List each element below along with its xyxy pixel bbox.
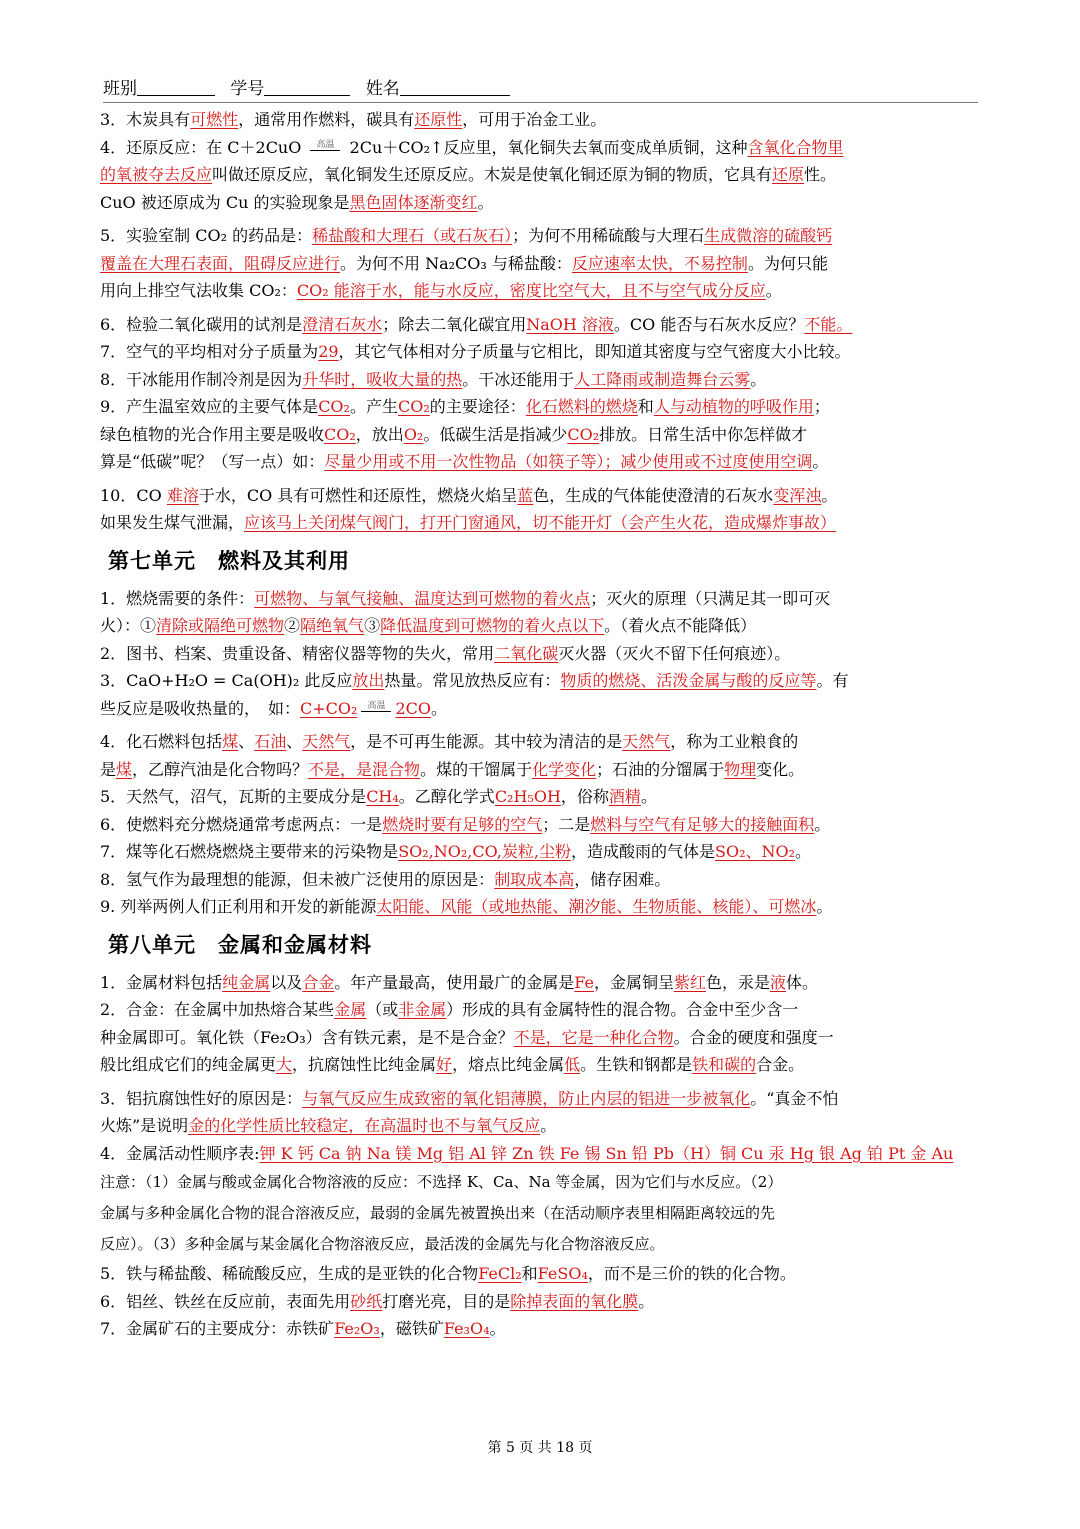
text-line	[100, 996, 980, 1024]
question-text: 。	[821, 485, 838, 505]
question-text: ，称为工业粮食的	[670, 732, 799, 751]
question-text: 6．使燃料充分燃烧通常考虑两点：一是	[100, 814, 383, 834]
question-text: 。	[795, 842, 812, 861]
class-label: 班别	[103, 79, 137, 99]
answer-text: 尽量少用或不用一次性物品（如筷子等）；减少使用或不过度使用空调	[324, 452, 813, 471]
answer-text: 清除或隔绝可燃物	[156, 616, 285, 635]
question-text: ，金属铜呈	[593, 972, 674, 992]
text-line	[100, 585, 980, 613]
text-line	[100, 421, 980, 449]
question-text: 灭火器（灭火不留下任何痕迹）。	[558, 643, 791, 663]
text-line	[100, 612, 980, 640]
answer-text: FeSO₄	[537, 1264, 588, 1283]
question-text: 。低碳生活是指减少	[423, 424, 568, 444]
answer-text: 可燃物、与氧气接触、温度达到可燃物的着火点	[254, 588, 591, 608]
question-text: 。合金的硬度和强度一	[673, 1027, 834, 1047]
question-text: 2Cu＋CO₂↑反应里，氧化铜失去氧而变成单质铜，这种	[344, 137, 748, 157]
answer-text: 含氧化合物里	[747, 137, 844, 157]
answer-text: 2CO	[395, 698, 431, 718]
text-line	[100, 134, 980, 162]
text-line	[100, 969, 980, 997]
answer-text: 不是，它是一种化合物	[513, 1027, 674, 1047]
question-text: 。	[540, 1116, 557, 1135]
text-line	[100, 311, 980, 339]
question-text: 。有	[816, 671, 849, 690]
question-text: 。产生	[349, 397, 398, 416]
answer-text: 天然气	[302, 732, 351, 751]
question-text: 4．还原反应：在 C＋2CuO	[100, 137, 307, 157]
question-text: 于水，CO 具有可燃性和还原性，燃烧火焰呈	[198, 485, 518, 505]
question-text: 。为何只能	[747, 253, 828, 273]
name-blank	[400, 79, 510, 96]
question-text: 火炼”是说明	[100, 1116, 189, 1135]
answer-text: 29	[318, 342, 339, 361]
text-line	[100, 1085, 980, 1113]
note-line	[100, 1198, 980, 1229]
answer-text: 制取成本高	[494, 869, 575, 889]
question-text: 。干冰还能用于	[462, 369, 575, 389]
answer-text: 还原	[772, 165, 805, 184]
answer-text: 澄清石灰水	[302, 314, 383, 334]
text-line	[100, 482, 980, 510]
question-text: 反应）。（3）多种金属与某金属化合物溶液反应，最活泼的金属先与化合物溶液反应。	[100, 1235, 665, 1253]
answer-text: 纯金属	[222, 972, 271, 992]
student-id-label: 学号	[230, 79, 265, 99]
answer-text: 金属	[334, 1000, 367, 1019]
question-text: 和	[521, 1264, 538, 1283]
question-text: ，磁铁矿	[379, 1319, 444, 1338]
question-text: 金属与多种金属化合物的混合溶液反应，最弱的金属先被置换出来（在活动顺序表里相隔距离较远的先	[100, 1204, 776, 1222]
question-text: 、	[238, 732, 255, 751]
answer-text: 稀盐酸和大理石（或石灰石）	[312, 226, 513, 245]
answer-text: 隔绝氧气	[300, 616, 365, 635]
text-line	[100, 1288, 980, 1316]
question-text: ②	[284, 616, 301, 635]
question-text: ；石油的分馏属于	[596, 759, 725, 779]
question-text: ，可用于冶金工业。	[462, 110, 607, 129]
answer-text: 燃料与空气有足够大的接触面积	[590, 814, 815, 834]
question-text: 5．铁与稀盐酸、稀硫酸反应，生成的是亚铁的化合物	[100, 1264, 479, 1283]
question-text: ；二是	[542, 814, 591, 834]
answer-text: 变浑浊	[773, 485, 822, 505]
question-text: 。	[816, 897, 833, 916]
question-text: 般比组成它们的纯金属更	[100, 1055, 277, 1074]
question-text: 。年产量最高，使用最广的金属是	[334, 972, 575, 992]
answer-text: 人与动植物的呼吸作用	[653, 397, 814, 416]
answer-text: 除掉表面的氧化膜	[510, 1291, 639, 1311]
question-text: 。	[765, 281, 782, 300]
question-text: ，造成酸雨的气体是	[570, 842, 715, 861]
answer-text: 覆盖在大理石表面，阻碍反应进行	[100, 253, 341, 273]
question-text: ，熔点比纯金属	[452, 1055, 565, 1074]
text-line	[100, 222, 980, 250]
question-text: 注意：（1）金属与酸或金属化合物溶液的反应：不选择 K、Ca、Na 等金属，因为它们与水反应。（2）	[100, 1173, 783, 1191]
question-text: 4．化石燃料包括	[100, 732, 223, 751]
question-text: 第八单元 金属和金属材料	[108, 931, 372, 957]
question-text: 。	[750, 369, 767, 389]
answer-text: 低	[564, 1055, 581, 1074]
text-line	[100, 189, 980, 217]
question-text: 。	[431, 698, 448, 718]
section-heading	[100, 537, 980, 585]
question-text: ；灭火的原理（只满足其一即可灭	[590, 588, 831, 608]
question-text: ；为何不用稀硫酸与大理石	[512, 226, 705, 245]
answer-text: 升华时，吸收大量的热	[302, 369, 463, 389]
answer-text: Fe₃O₄	[443, 1319, 490, 1338]
question-text: 排放。日常生活中你怎样做才	[599, 424, 808, 444]
question-text: （或	[366, 1000, 399, 1019]
text-line	[100, 866, 980, 894]
question-text: ③	[364, 616, 381, 635]
question-text: 9. 列举两例人们正利用和开发的新能源	[100, 897, 377, 916]
text-line	[100, 1315, 980, 1343]
question-text: 的主要途径：	[429, 397, 526, 416]
text-line	[100, 728, 980, 756]
question-text: 1．燃烧需要的条件：	[100, 588, 255, 608]
answer-text: 液	[770, 972, 787, 992]
text-line	[100, 811, 980, 839]
question-text: 体。	[786, 972, 819, 992]
class-blank	[137, 79, 215, 96]
reaction-condition: 高温	[361, 701, 391, 712]
answer-text: 物理	[724, 759, 757, 779]
question-text: ，俗称	[560, 787, 609, 806]
question-text: 叫做还原反应，氧化铜发生还原反应。木炭是使氧化铜还原为铜的物质，它具有	[212, 165, 773, 184]
question-text: ）形成的具有金属特性的混合物。合金中至少含一	[446, 1000, 799, 1019]
note-line	[100, 1167, 980, 1198]
text-line	[100, 1140, 980, 1168]
question-text: 色，汞是	[705, 972, 770, 992]
question-text: 。	[812, 452, 829, 471]
answer-text: 铁和碳的	[692, 1055, 757, 1074]
question-text: 合金。	[756, 1055, 805, 1074]
question-text: 5．天然气，沼气，瓦斯的主要成分是	[100, 787, 367, 806]
question-text: ，储存困难。	[574, 869, 671, 889]
answer-text: 人工降雨或制造舞台云雾	[574, 369, 751, 389]
question-text: 8．氢气作为最理想的能源，但未被广泛使用的原因是：	[100, 869, 495, 889]
note-line	[100, 1229, 980, 1260]
answer-text: CO₂	[567, 424, 600, 444]
question-text: 。生铁和钢都是	[580, 1055, 693, 1074]
question-text: ；	[813, 397, 830, 416]
text-line	[100, 1051, 980, 1079]
question-text: 3．铝抗腐蚀性好的原因是：	[100, 1088, 303, 1108]
question-text: 7．空气的平均相对分子质量为	[100, 342, 319, 361]
answer-text: NaOH 溶液	[526, 314, 614, 334]
question-text: 热量。常见放热反应有：	[384, 671, 561, 690]
student-info-header	[103, 78, 978, 103]
question-text: 变化。	[756, 759, 805, 779]
question-text: ，其它气体相对分子质量与它相比，即知道其密度与空气密度大小比较。	[338, 342, 851, 361]
answer-text: 化石燃料的燃烧	[525, 397, 638, 416]
answer-text: 生成微溶的硫酸钙	[704, 226, 833, 245]
question-text: 10．CO	[100, 485, 167, 505]
answer-text: 好	[436, 1055, 453, 1074]
question-text: 种金属即可。氧化铁（Fe₂O₃）含有铁元素，是不是合金？	[100, 1027, 514, 1047]
student-id-blank	[264, 79, 350, 96]
answer-text: 煤	[222, 732, 239, 751]
question-text: 2．合金：在金属中加热熔合某些	[100, 1000, 335, 1019]
question-text: 绿色植物的光合作用主要是吸收	[100, 424, 325, 444]
answer-text: 金的化学性质比较稳定，在高温时也不与氧气反应	[188, 1116, 541, 1135]
question-text: 。乙醇化学式	[398, 787, 495, 806]
question-text: 打磨光亮，目的是	[382, 1291, 511, 1311]
text-line	[100, 756, 980, 784]
answer-text: 酒精	[608, 787, 641, 806]
answer-text: FeCl₂	[478, 1264, 522, 1283]
text-line	[100, 393, 980, 421]
answer-text: O₂	[403, 424, 424, 444]
answer-text: 蓝	[517, 485, 534, 505]
question-text: 些反应是吸收热量的， 如：	[100, 698, 301, 718]
question-text: 是	[100, 759, 117, 779]
answer-text: 钾 K 钙 Ca 钠 Na 镁 Mg 铝 Al 锌 Zn 铁 Fe 锡 Sn 铅 Pb（H）铜 Cu 汞 Hg 银 Ag 铂 Pt 金 Au	[259, 1143, 954, 1163]
reaction-condition: 高温	[310, 140, 340, 151]
question-text: 第七单元 燃料及其利用	[108, 547, 350, 573]
question-text: 。CO 能否与石灰水反应？	[613, 314, 805, 334]
name-label: 姓名	[365, 79, 400, 99]
answer-text: Fe	[574, 972, 594, 992]
answer-text: 反应速率太快，不易控制	[571, 253, 748, 273]
text-line	[100, 366, 980, 394]
answer-text: 二氧化碳	[494, 643, 559, 663]
answer-text: CO₂	[318, 397, 350, 416]
question-text: ，是不可再生能源。其中较为清洁的是	[350, 732, 623, 751]
question-text: 。煤的干馏属于	[420, 759, 533, 779]
answer-text: 天然气	[622, 732, 671, 751]
answer-text: CO₂	[397, 397, 430, 416]
question-text: ；除去二氧化碳宜用	[382, 314, 527, 334]
answer-text: CO₂ 能溶于水，能与水反应，密度比空气大，且不与空气成分反应	[296, 281, 766, 300]
answer-text: SO₂,NO₂,CO,炭粒,尘粉	[398, 842, 571, 861]
question-text: 、	[286, 732, 303, 751]
section-heading	[100, 921, 980, 969]
question-text: 性。	[804, 165, 837, 184]
question-text: 1．金属材料包括	[100, 972, 223, 992]
answer-text: 应该马上关闭煤气阀门，打开门窗通风，切不能开灯（会产生火花，造成爆炸事故）	[244, 513, 837, 532]
question-text: 。（着火点不能降低）	[604, 616, 757, 635]
answer-text: CO₂	[324, 424, 356, 444]
answer-text: Fe₂O₃	[334, 1319, 380, 1338]
text-line	[100, 509, 980, 537]
question-text: 4．金属活动性顺序表:	[100, 1143, 260, 1163]
text-line	[100, 250, 980, 278]
answer-text: 化学变化	[532, 759, 597, 779]
question-text: 。“真金不怕	[750, 1088, 839, 1108]
question-text: 算是“低碳”呢？（写一点）如：	[100, 452, 325, 471]
question-text: 如果发生煤气泄漏，	[100, 513, 245, 532]
text-line	[100, 1112, 980, 1140]
answer-text: 可燃性	[190, 110, 239, 129]
question-text: 2．图书、档案、贵重设备、精密仪器等物的失火，常用	[100, 643, 495, 663]
question-text: 7．金属矿石的主要成分：赤铁矿	[100, 1319, 335, 1338]
answer-text: 与氧气反应生成致密的氧化铝薄膜，防止内层的铝进一步被氧化	[302, 1088, 751, 1108]
question-text: 色，生成的气体能使澄清的石灰水	[533, 485, 774, 505]
answer-text: 合金	[302, 972, 335, 992]
question-text: 用向上排空气法收集 CO₂：	[100, 281, 297, 300]
text-line	[100, 1260, 980, 1288]
text-line	[100, 667, 980, 695]
answer-text: 非金属	[398, 1000, 447, 1019]
question-text: 8．干冰能用作制冷剂是因为	[100, 369, 303, 389]
answer-text: C+CO₂	[300, 698, 358, 718]
text-line	[100, 838, 980, 866]
text-line	[100, 640, 980, 668]
answer-text: 燃烧时要有足够的空气	[382, 814, 543, 834]
question-text: 。	[638, 1291, 655, 1311]
answer-text: 降低温度到可燃物的着火点以下	[380, 616, 605, 635]
question-text: 3．木炭具有	[100, 110, 191, 129]
answer-text: SO₂、NO₂	[715, 842, 796, 861]
text-line	[100, 161, 980, 189]
question-text: 。	[814, 814, 831, 834]
question-text: ，乙醇汽油是化合物吗？	[132, 759, 309, 779]
question-text: 9．产生温室效应的主要气体是	[100, 397, 319, 416]
text-line	[100, 277, 980, 305]
answer-text: 大	[276, 1055, 293, 1074]
answer-text: 黑色固体逐渐变红	[349, 192, 478, 212]
text-line	[100, 695, 980, 723]
question-text: 6．铝丝、铁丝在反应前，表面先用	[100, 1291, 351, 1311]
question-text: CuO 被还原成为 Cu 的实验现象是	[100, 192, 350, 212]
answer-text: 紫红	[673, 972, 706, 992]
text-line	[100, 893, 980, 921]
question-text: 3．CaO+H₂O = Ca(OH)₂ 此反应	[100, 671, 353, 690]
answer-text: 还原性	[414, 110, 463, 129]
question-text: ，而不是三价的铁的化合物。	[587, 1264, 796, 1283]
answer-text: 砂纸	[350, 1291, 383, 1311]
text-line	[100, 338, 980, 366]
question-text: 以及	[270, 972, 303, 992]
answer-text: CH₄	[366, 787, 399, 806]
question-text: 。为何不用 Na₂CO₃ 与稀盐酸：	[340, 253, 572, 273]
answer-text: 物质的燃烧、活泼金属与酸的反应等	[560, 671, 817, 690]
text-line	[100, 448, 980, 476]
question-text: 。	[477, 192, 494, 212]
answer-text: 难溶	[166, 485, 199, 505]
answer-text: 石油	[254, 732, 287, 751]
question-text: 7．煤等化石燃烧燃烧主要带来的污染物是	[100, 842, 399, 861]
text-line	[100, 783, 980, 811]
text-line	[100, 1024, 980, 1052]
answer-text: 不是，是混合物	[308, 759, 421, 779]
question-text: 和	[637, 397, 654, 416]
question-text: 6．检验二氧化碳用的试剂是	[100, 314, 303, 334]
answer-text: 放出	[352, 671, 385, 690]
answer-text: 煤	[116, 759, 133, 779]
answer-text: 太阳能、风能（或地热能、潮汐能、生物质能、核能）、可燃冰	[376, 897, 817, 916]
content-body	[100, 106, 980, 1343]
question-text: ，放出	[355, 424, 404, 444]
page-number: 第 5 页 共 18 页	[487, 1440, 593, 1456]
question-text: ，通常用作燃料，碳具有	[238, 110, 415, 129]
text-line	[100, 106, 980, 134]
question-text: 。	[640, 787, 657, 806]
answer-text: 的氧被夺去反应	[100, 165, 213, 184]
answer-text: C₂H₅OH	[494, 787, 561, 806]
answer-text: 不能。	[804, 314, 853, 334]
question-text: 。	[489, 1319, 506, 1338]
question-text: 5．实验室制 CO₂ 的药品是：	[100, 226, 313, 245]
question-text: 火）：①	[100, 616, 157, 635]
question-text: ，抗腐蚀性比纯金属	[292, 1055, 437, 1074]
